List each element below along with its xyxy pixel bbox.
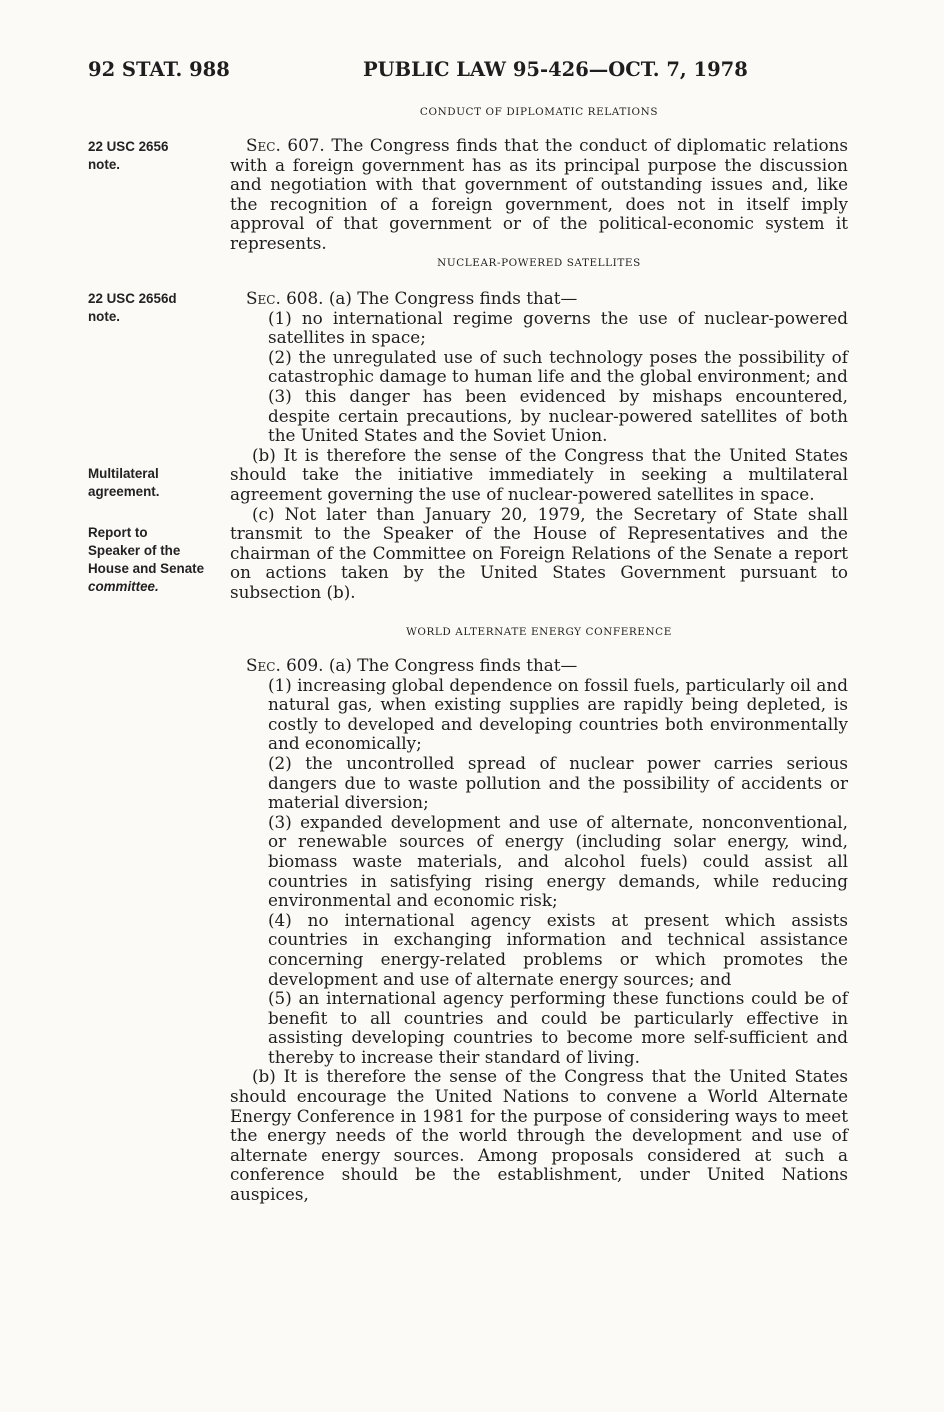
section-608-intro [230,289,848,309]
margin-note-line: note. [88,309,120,324]
section-heading-diplomatic-relations: CONDUCT OF DIPLOMATIC RELATIONS [419,106,659,118]
sec-label: Sec. [246,655,281,675]
subsection-c: (c) Not later than January 20, 1979, the Secretary of State shall transmit to the Speaker of the House of Representatives and the chairman of the Committee on Foreign Relations of the Senate a report on actions taken by the United States Government pursuant to subsection (b). [230,503,848,602]
margin-note-line: House and Senate [88,561,205,576]
finding-item: (1) no international regime governs the use of nuclear-powered satellites in space; [268,307,848,348]
section-609-intro-text: 609. (a) The Congress finds that— [280,655,578,675]
section-609-intro [230,656,848,676]
section-heading-alternate-energy: WORLD ALTERNATE ENERGY CONFERENCE [406,626,672,638]
section-607-body [230,136,848,254]
finding-item: (3) this danger has been evidenced by mishaps encountered, despite certain precautions, by nuclear-powered satellites of both the United States and the Soviet Union. [268,385,848,446]
section-607-paragraph [230,136,848,254]
section-heading-nuclear-satellites: NUCLEAR-POWERED SATELLITES [437,257,641,269]
margin-note-line: 22 USC 2656d [88,291,177,306]
running-title: PUBLIC LAW 95-426—OCT. 7, 1978 [363,58,748,81]
margin-note-line: note. [88,157,120,172]
finding-item: (4) no international agency exists at present which assists countries in exchanging information and technical assistance concerning energy-related problems or which promotes the development and use of alternate energy sources; and [268,909,848,989]
finding-item: (1) increasing global dependence on fossil fuels, particularly oil and natural gas, when existing supplies are rapidly being depleted, is costly to developed and developing countries both environmentally and economically; [268,674,848,754]
sec-label: Sec. [246,288,281,308]
margin-note-22usc2656 [88,138,220,174]
margin-note-line: committee. [88,579,159,594]
finding-item: (5) an international agency performing these functions could be of benefit to all countries and could be particularly effective in assisting developing countries to become more self-sufficient and thereby to increase their standard of living. [268,988,848,1067]
margin-note-line: 22 USC 2656 [88,139,169,154]
margin-note-line: Speaker of the [88,543,181,558]
page-stat-number: 92 STAT. 988 [88,58,230,81]
margin-note-line: agreement. [88,484,160,499]
sec-label: Sec. [246,135,281,155]
margin-note-multilateral [88,465,220,501]
subsection-b: (b) It is therefore the sense of the Congress that the United States should encourage the United Nations to convene a World Alternate Energy Conference in 1981 for the purpose of considering ways to meet the energy needs of the world through the development and use of alternate energy sources. Among proposals considered at such a conference should be the establishment, under United Nations auspices, [230,1066,848,1205]
margin-note-22usc2656d [88,290,220,326]
section-608-intro-text: 608. (a) The Congress finds that— [280,288,578,308]
finding-item: (3) expanded development and use of alternate, nonconventional, or renewable sources of energy (including solar energy, wind, biomass waste materials, and alcohol fuels) could assist all countries in satisfying rising energy demands, while reducing environmental and economic risk; [268,811,848,911]
margin-note-report [88,524,220,596]
margin-note-line: Multilateral [88,466,159,481]
section-608-body [230,289,848,603]
section-607-text: 607. The Congress finds that the conduct of diplomatic relations with a foreign government has as its principal purpose the discussion and negotiation with that government of outstanding issues and, like the recognition of a foreign government, does not in itself imply approval of that government or of the political-economic system it represents. [230,135,848,253]
finding-item: (2) the uncontrolled spread of nuclear power carries serious dangers due to waste pollution and the possibility of accidents or material diversion; [268,752,848,813]
margin-note-line: Report to [88,525,148,540]
subsection-b: (b) It is therefore the sense of the Congress that the United States should take the initiative immediately in seeking a multilateral agreement governing the use of nuclear-powered satellites in space. [230,444,848,504]
section-609-body [230,656,848,1205]
finding-item: (2) the unregulated use of such technology poses the possibility of catastrophic damage to human life and the global environment; and [268,346,848,387]
